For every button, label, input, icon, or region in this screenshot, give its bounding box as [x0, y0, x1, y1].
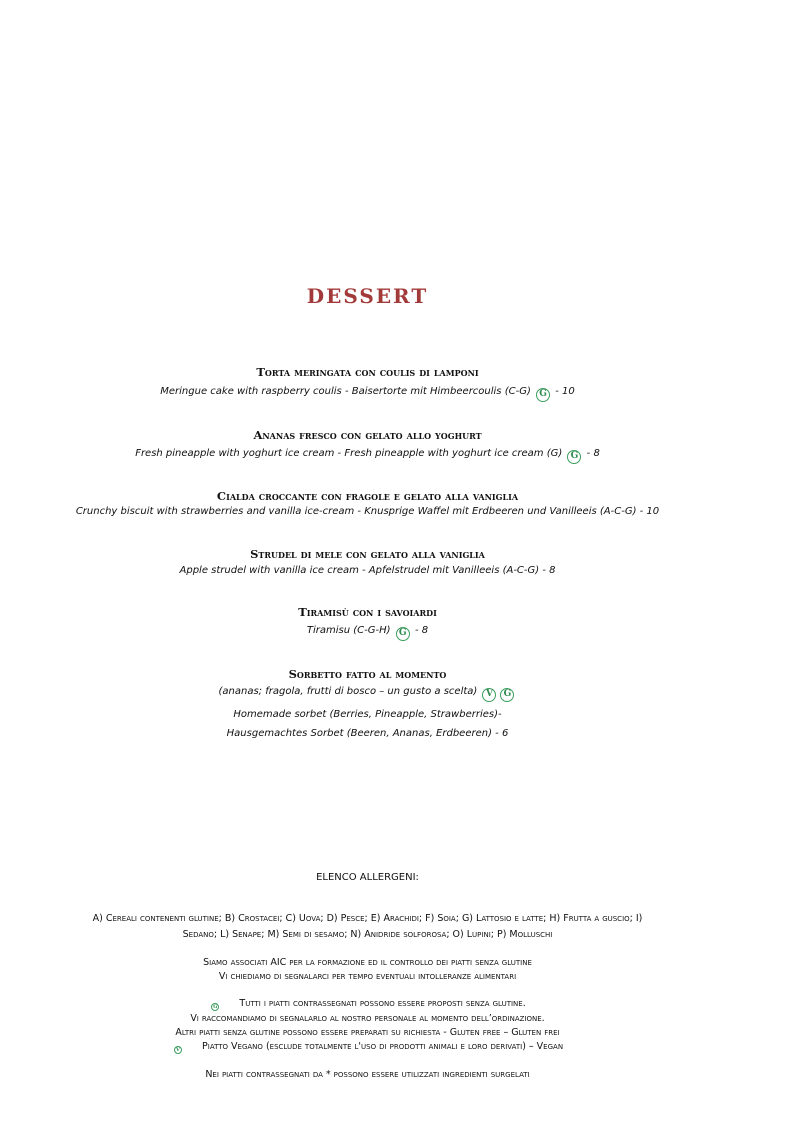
dish-name: Strudel di mele con gelato alla vaniglia — [250, 547, 485, 561]
menu-title: DESSERT — [306, 284, 429, 308]
dish-price: - 10 — [555, 386, 575, 397]
dish-price: - 8 — [414, 625, 429, 636]
dish-desc-text: Tiramisu (C-G-H) — [306, 625, 391, 636]
gluten-free-note-text: Tutti i piatti contrassegnati possono essere proposti senza glutine. — [239, 998, 526, 1009]
gluten-free-icon: G — [536, 388, 550, 402]
allergen-list-line: A) Cereali contenenti glutine; B) Crostacei; C) Uova; D) Pesce; E) Arachidi; F) Soia; G) Lattosio e latte; H) Frutta a guscio; I) — [92, 913, 643, 924]
frozen-ingredients-note: Nei piatti contrassegnati da * possono essere utilizzati ingredienti surgelati — [205, 1069, 530, 1080]
vegan-icon: V — [174, 1046, 182, 1054]
gluten-free-request-note: Altri piatti senza glutine possono essere preparati su richiesta - Gluten free – Gluten frei — [175, 1027, 560, 1038]
dish-description — [0, 386, 735, 402]
dish-desc-text: Meringue cake with raspberry coulis - Baisertorte mit Himbeercoulis (C-G) — [160, 386, 531, 397]
dish-description — [0, 448, 735, 464]
dish-description-line: Homemade sorbet (Berries, Pineapple, Strawberries)- — [233, 709, 502, 720]
dish-description — [0, 686, 735, 702]
dish-name: Tiramisù con i savoiardi — [298, 605, 437, 619]
gluten-free-note — [0, 998, 735, 1011]
vegan-note — [0, 1041, 735, 1054]
vegan-note-text: Piatto Vegano (esclude totalmente l'uso di prodotti animali e loro derivati) – Vegan — [202, 1041, 564, 1052]
ordering-notice: Vi raccomandiamo di segnalarlo al nostro personale al momento dell’ordinazione. — [190, 1013, 545, 1024]
dish-desc-text: Fresh pineapple with yoghurt ice cream - Fresh pineapple with yoghurt ice cream (G) — [135, 448, 563, 459]
dish-description-line: Hausgemachtes Sorbet (Beeren, Ananas, Erdbeeren) - 6 — [226, 728, 509, 739]
dish-description — [0, 625, 735, 641]
dish-name: Sorbetto fatto al momento — [288, 667, 447, 681]
dish-description: Crunchy biscuit with strawberries and vanilla ice-cream - Knusprige Waffel mit Erdbeeren und Vanilleeis (A-C-G) - 10 — [75, 506, 660, 517]
aic-notice: Vi chiediamo di segnalarci per tempo eventuali intolleranze alimentari — [218, 971, 517, 982]
dish-desc-text: (ananas; fragola, frutti di bosco – un gusto a scelta) — [218, 686, 478, 697]
allergen-list-line: Sedano; L) Senape; M) Semi di sesamo; N) Anidride solforosa; O) Lupini; P) Molluschi — [182, 929, 553, 940]
dish-description: Apple strudel with vanilla ice cream - Apfelstrudel mit Vanilleeis (A-C-G) - 8 — [179, 565, 556, 576]
gluten-free-icon: G — [567, 450, 581, 464]
aic-notice: Siamo associati AIC per la formazione ed il controllo dei piatti senza glutine — [203, 957, 532, 968]
gluten-free-icon: G — [213, 1004, 218, 1010]
dish-name: Cialda croccante con fragole e gelato alla vaniglia — [216, 489, 519, 503]
dish-price: - 8 — [586, 448, 600, 459]
gluten-free-icon: G — [396, 627, 410, 641]
allergen-legend-heading: ELENCO ALLERGENI: — [316, 872, 419, 883]
dish-name: Ananas fresco con gelato allo yoghurt — [253, 428, 482, 442]
vegan-icon: V — [482, 688, 496, 702]
gluten-free-icon: G — [500, 688, 514, 702]
dish-name: Torta meringata con coulis di lamponi — [256, 365, 479, 379]
